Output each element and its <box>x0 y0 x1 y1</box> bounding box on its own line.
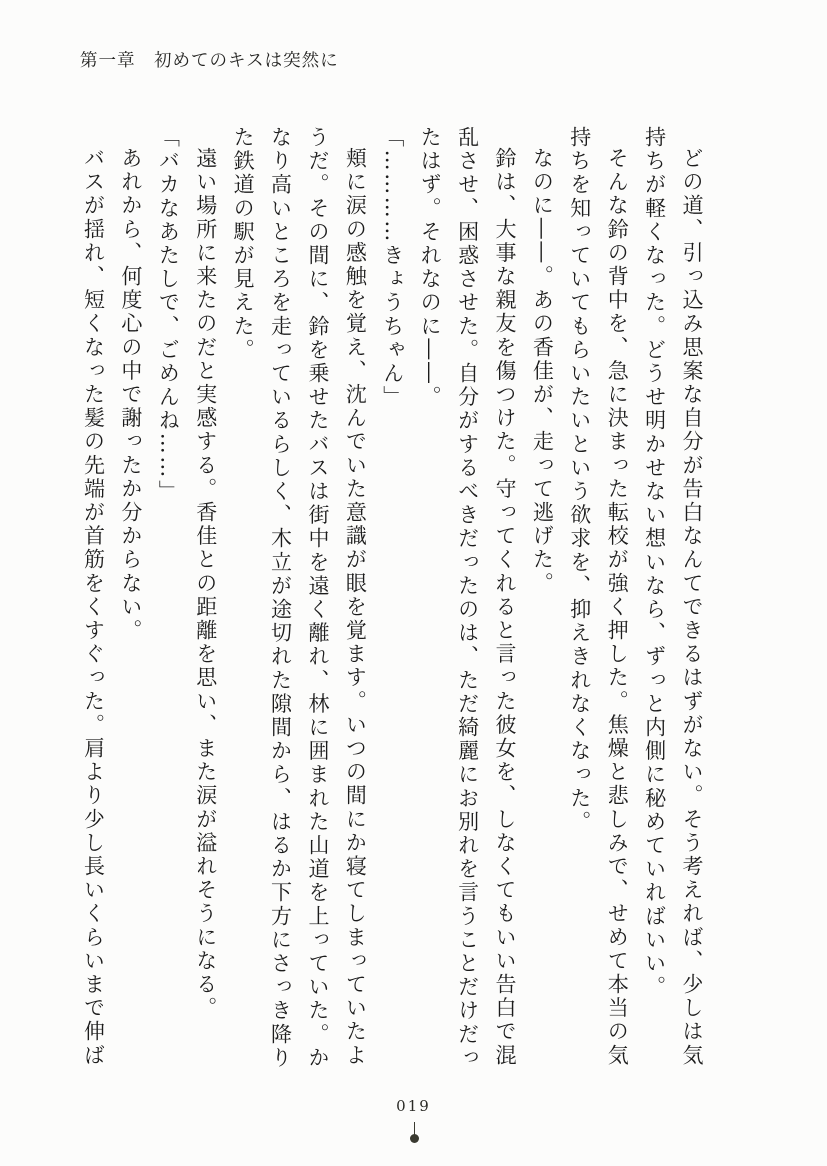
dialogue-line: 「バカなあたしで、ごめんね……」 <box>156 126 181 504</box>
paragraph: 鈴は、大事な親友を傷つけた。守ってくれると言った彼女を、しなくてもいい告白で混乱させ、困惑させた。自分がするべきだったのは、ただ綺麗にお別れを言うことだけだったはず。それなのに――。 <box>418 126 517 1070</box>
paragraph: そんな鈴の背中を、急に決まった転校が強く押した。焦燥と悲しみで、せめて本当の気持ちを知っていてもらいたいという欲求を、抑えきれなくなった。 <box>567 126 630 1068</box>
paragraph: 遠い場所に来たのだと実感する。香佳との距離を思い、また涙が溢れそうになる。 <box>193 147 218 1021</box>
paragraph: なのに――。あの香佳が、走って逃げた。 <box>530 147 555 596</box>
paragraph: 頬に涙の感触を覚え、沈んでいた意識が眼を覚ます。いつの間にか寝てしまっていたようだ。その間に、鈴を乗せたバスは街中を遠く離れ、林に囲まれた山道を上っていた。かなり高いところを走っているらしく、木立が途切れた隙間から、はるか下方にさっき降りた鉄道の駅が見えた。 <box>231 126 368 1070</box>
page-number: 019 <box>396 1097 431 1115</box>
dialogue-line: 「…………きょうちゃん」 <box>380 126 405 410</box>
paragraph: あれから、何度心の中で謝ったか分からない。 <box>118 147 143 643</box>
page-pin-ornament-icon <box>410 1122 420 1150</box>
paragraph: バスが揺れ、短くなった髪の先端が首筋をくすぐった。肩より少し長いくらいまで伸ば <box>81 147 106 1068</box>
paragraph: どの道、引っ込み思案な自分が告白なんてできるはずがない。そう考えれば、少しは気持ちが軽くなった。どうせ明かせない想いなら、ずっと内側に秘めていればいい。 <box>642 126 704 1068</box>
body-text <box>74 126 710 1088</box>
chapter-header: 第一章 初めてのキスは突然に <box>80 51 339 71</box>
ornament-dot <box>410 1134 419 1143</box>
